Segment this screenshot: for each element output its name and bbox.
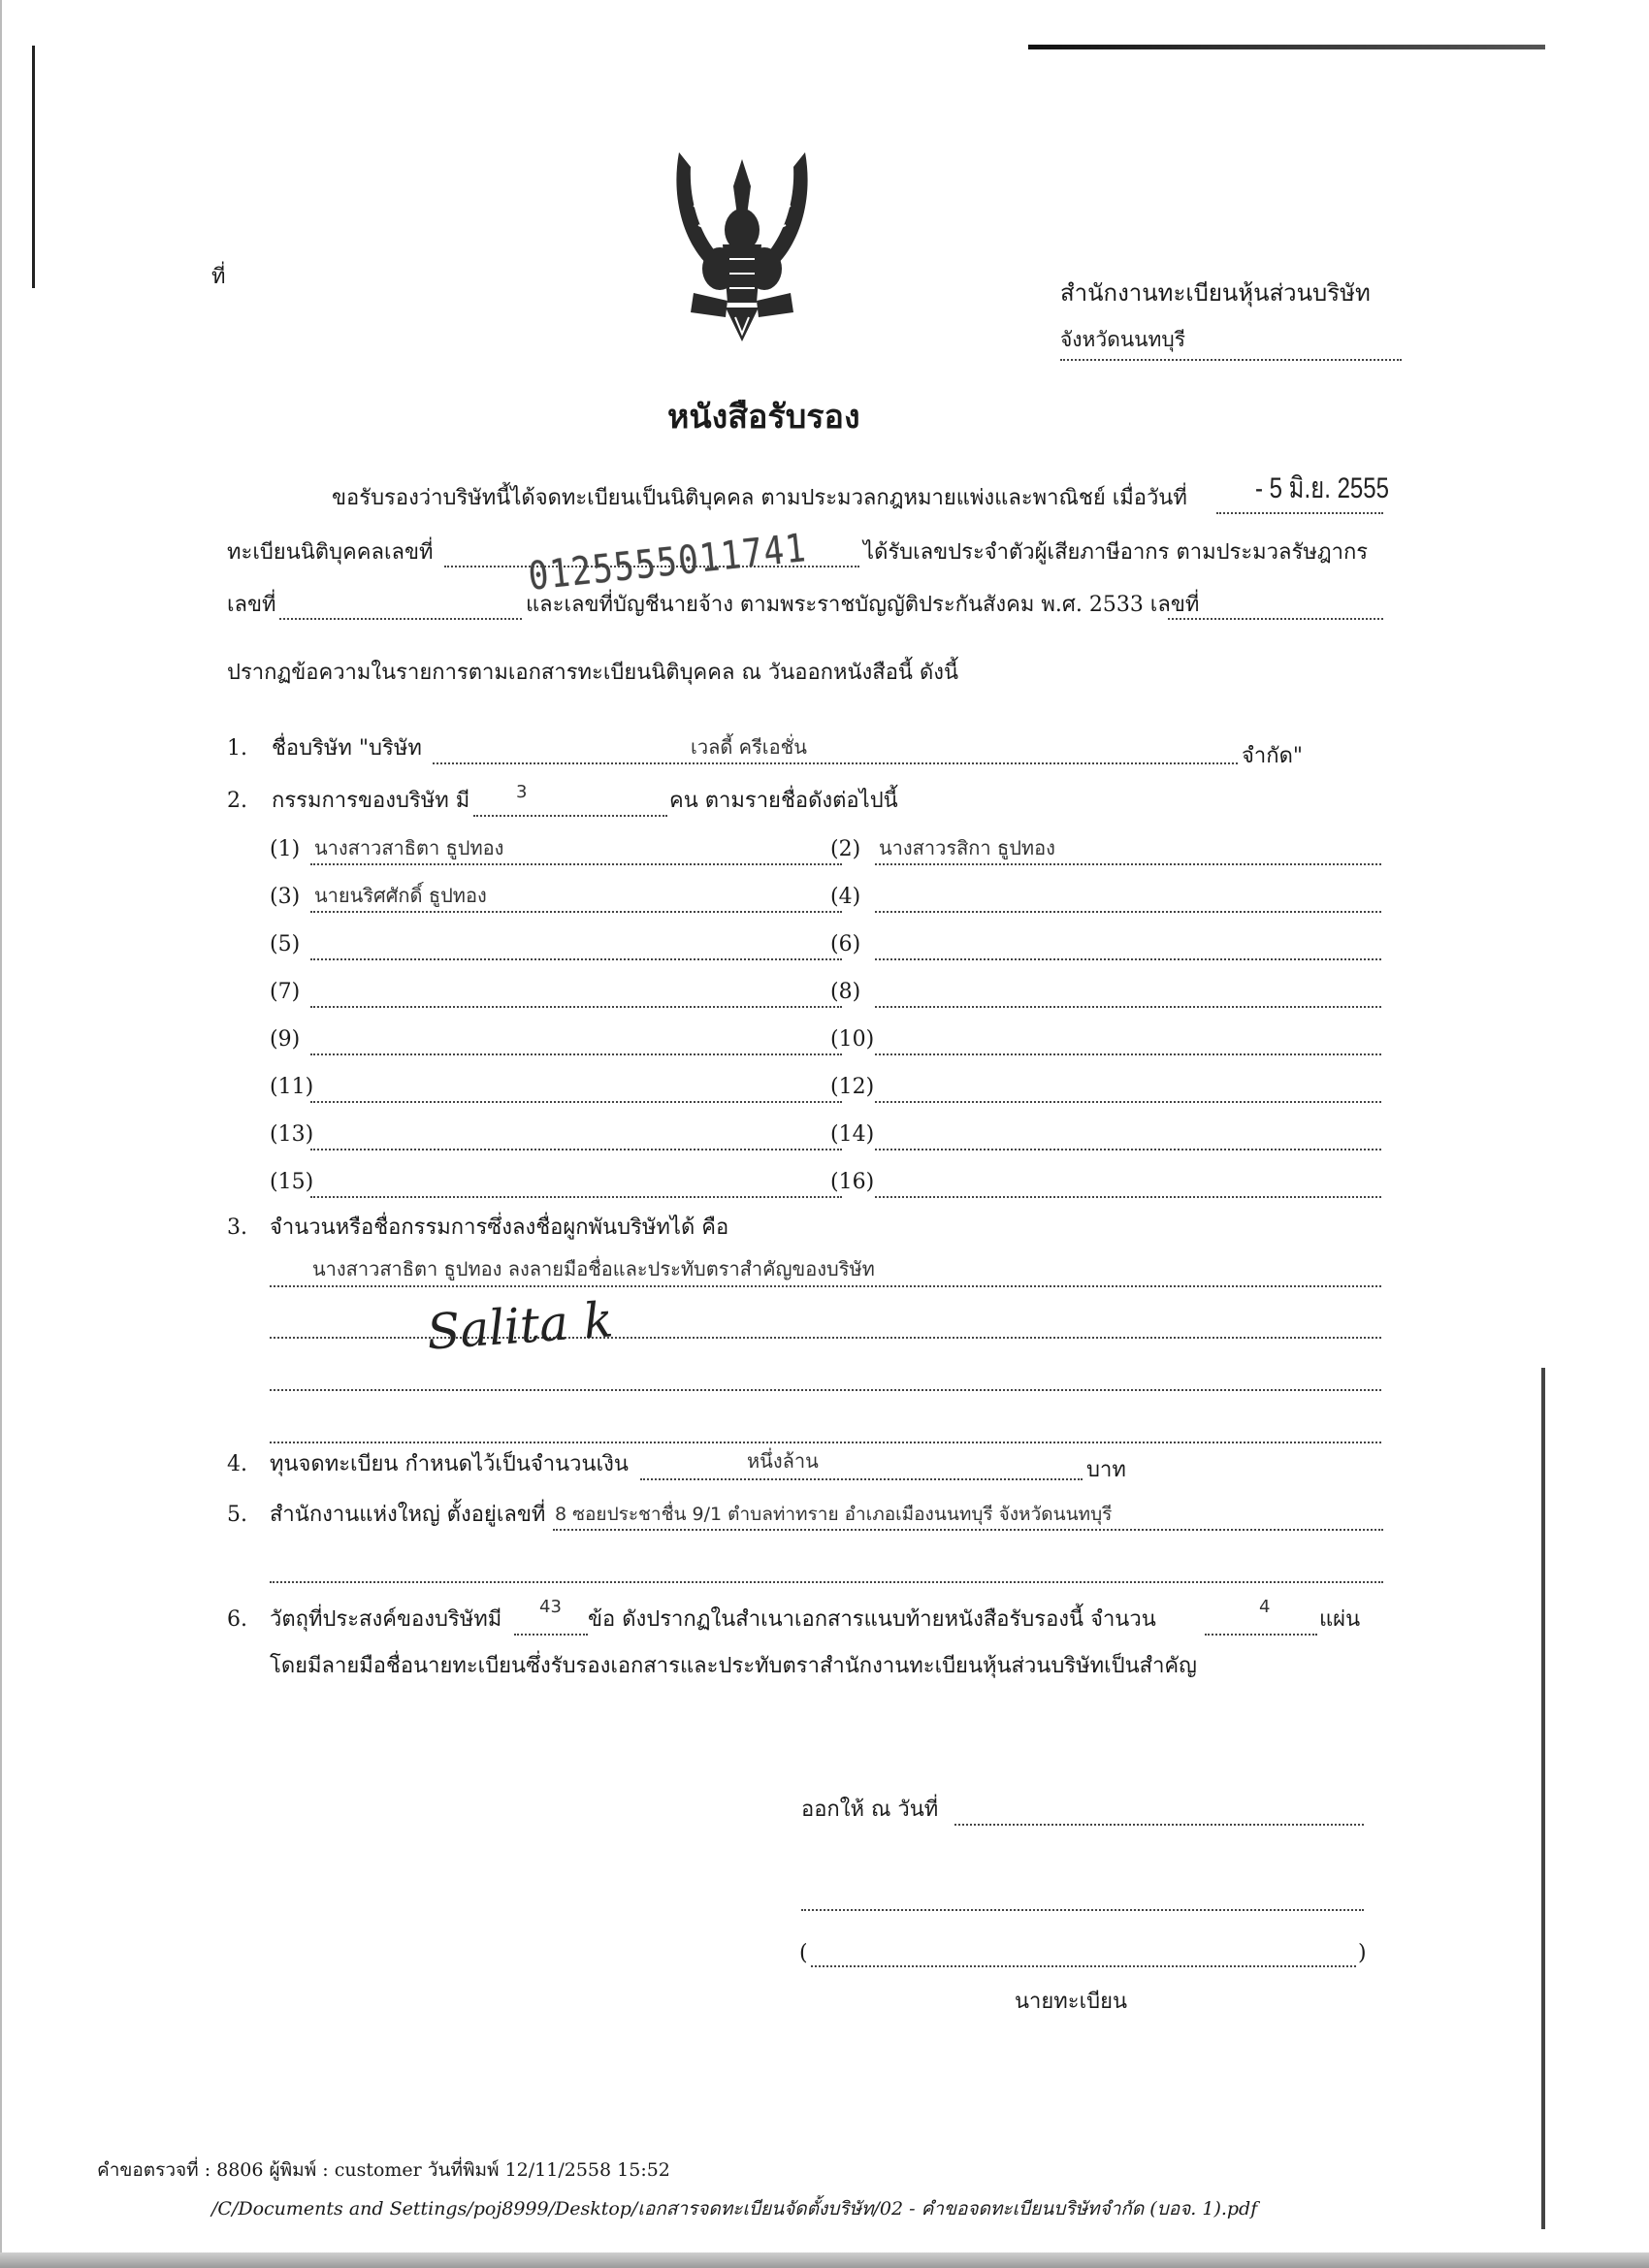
scan-top-line xyxy=(1028,45,1545,49)
director-number: (6) xyxy=(830,932,861,956)
ref-label: ที่ xyxy=(211,265,226,289)
registrar-title: นายทะเบียน xyxy=(1015,1990,1128,2014)
scan-bottom-edge xyxy=(0,2252,1649,2268)
director-signature: Salita k xyxy=(425,1291,615,1361)
footer-print-info: คำขอตรวจที่ : 8806 ผู้พิมพ์ : customer วันที่พิมพ์ 12/11/2558 15:52 xyxy=(97,2159,670,2181)
director-dotted-line xyxy=(310,1149,842,1150)
director-dotted-line xyxy=(875,863,1381,865)
ssn-dotted-line xyxy=(1168,618,1383,620)
item1-dotted-line xyxy=(433,762,1238,764)
director-dotted-line xyxy=(310,863,842,865)
director-number: (1) xyxy=(270,837,301,861)
item6-number: 6. xyxy=(227,1607,247,1632)
director-dotted-line xyxy=(875,958,1381,960)
registration-number-stamp: 0125555011741 xyxy=(526,525,810,599)
scan-right-line xyxy=(1541,1368,1545,2229)
objectives-count: 43 xyxy=(539,1597,562,1617)
paren-close: ) xyxy=(1358,1941,1367,1965)
director-dotted-line xyxy=(875,1053,1381,1055)
registered-date-stamp: - 5 มิ.ย. 2555 xyxy=(1255,472,1389,504)
office-province: จังหวัดนนทบุรี xyxy=(1060,328,1185,351)
item2-number: 2. xyxy=(227,789,247,813)
item3-dotted-line-4 xyxy=(270,1442,1381,1443)
item1-label: ชื่อบริษัท "บริษัท xyxy=(272,736,422,761)
office-name: สำนักงานทะเบียนหุ้นส่วนบริษัท xyxy=(1060,279,1371,307)
item6-line2: โดยมีลายมือชื่อนายทะเบียนซึ่งรับรองเอกสารและประทับตราสำนักงานทะเบียนหุ้นส่วนบริษัทเป็นสำคัญ xyxy=(270,1654,1197,1678)
director-dotted-line xyxy=(310,958,842,960)
attachment-pages: 4 xyxy=(1259,1597,1271,1617)
director-dotted-line xyxy=(875,1006,1381,1008)
director-number: (2) xyxy=(830,837,861,861)
intro-line3-tail: และเลขที่บัญชีนายจ้าง ตามพระราชบัญญัติประกันสังคม พ.ศ. 2533 เลขที่ xyxy=(526,593,1200,617)
item4-suffix: บาท xyxy=(1086,1458,1126,1482)
appear-text: ปรากฏข้อความในรายการตามเอกสารทะเบียนนิติบุคคล ณ วันออกหนังสือนี้ ดังนี้ xyxy=(227,661,959,685)
item4-number: 4. xyxy=(227,1452,247,1476)
director-number: (13) xyxy=(270,1122,314,1147)
intro-line2-tail: ได้รับเลขประจำตัวผู้เสียภาษีอากร ตามประมวลรัษฎากร xyxy=(863,540,1369,565)
director-number: (15) xyxy=(270,1170,314,1194)
director-dotted-line xyxy=(875,1196,1381,1198)
registered-capital: หนึ่งล้าน xyxy=(747,1449,819,1473)
director-number: (9) xyxy=(270,1027,301,1052)
director-name: นายนริศศักดิ์ ธูปทอง xyxy=(314,884,487,907)
director-name: นางสาวรสิกา ธูปทอง xyxy=(879,836,1055,859)
director-number: (14) xyxy=(830,1122,875,1147)
item1-number: 1. xyxy=(227,736,247,761)
item5-dotted-line-2 xyxy=(270,1581,1383,1583)
director-dotted-line xyxy=(310,1196,842,1198)
director-number: (5) xyxy=(270,932,301,956)
item2-dotted-line xyxy=(473,815,667,817)
province-dotted-line xyxy=(1060,359,1402,361)
scan-edge-line xyxy=(0,0,2,2268)
director-dotted-line xyxy=(875,1101,1381,1103)
director-dotted-line xyxy=(875,1149,1381,1150)
director-number: (11) xyxy=(270,1075,314,1099)
item5-dotted-line-1 xyxy=(553,1529,1383,1531)
item3-number: 3. xyxy=(227,1215,247,1240)
director-dotted-line xyxy=(875,911,1381,913)
intro-line3-label: เลขที่ xyxy=(227,593,276,617)
intro-line2-label: ทะเบียนนิติบุคคลเลขที่ xyxy=(227,540,434,565)
item5-number: 5. xyxy=(227,1503,247,1527)
company-name: เวลดี้ ครีเอชั่น xyxy=(691,735,807,759)
intro-line1: ขอรับรองว่าบริษัทนี้ได้จดทะเบียนเป็นนิติบุคคล ตามประมวลกฎหมายแพ่งและพาณิชย์ เมื่อวันที่ xyxy=(332,486,1187,510)
date-dotted-line xyxy=(1216,512,1383,514)
item6-dotted-line-1 xyxy=(514,1634,588,1636)
item4-dotted-line xyxy=(640,1478,1083,1480)
item5-label: สำนักงานแห่งใหญ่ ตั้งอยู่เลขที่ xyxy=(270,1503,546,1527)
scan-left-line xyxy=(32,46,35,288)
director-number: (8) xyxy=(830,980,861,1004)
item6-suffix: แผ่น xyxy=(1319,1607,1361,1632)
director-dotted-line xyxy=(310,1101,842,1103)
director-dotted-line xyxy=(310,1053,842,1055)
director-dotted-line xyxy=(310,1006,842,1008)
issued-date-dotted-line xyxy=(954,1824,1364,1826)
item6-dotted-line-2 xyxy=(1205,1634,1317,1636)
taxid-dotted-line xyxy=(279,618,522,620)
director-number: (10) xyxy=(830,1027,875,1052)
issued-date-label: ออกให้ ณ วันที่ xyxy=(801,1798,939,1822)
director-dotted-line xyxy=(310,911,842,913)
item1-suffix: จำกัด" xyxy=(1242,744,1303,768)
item3-dotted-line-1 xyxy=(270,1285,1381,1287)
item2-label: กรรมการของบริษัท มี xyxy=(272,789,470,813)
director-name: นางสาวสาธิตา ธูปทอง xyxy=(314,836,504,859)
garuda-emblem-icon xyxy=(669,147,815,346)
director-number: (4) xyxy=(830,885,861,909)
item6-label: วัตถุที่ประสงค์ของบริษัทมี xyxy=(270,1607,502,1632)
registrar-signature-line xyxy=(801,1909,1364,1911)
director-number: (7) xyxy=(270,980,301,1004)
item3-label: จำนวนหรือชื่อกรรมการซึ่งลงชื่อผูกพันบริษัทได้ คือ xyxy=(270,1215,729,1240)
paren-open: ( xyxy=(799,1941,808,1965)
director-number: (12) xyxy=(830,1075,875,1099)
registrar-name-line xyxy=(811,1965,1356,1967)
signatory-text: นางสาวสาธิตา ธูปทอง ลงลายมือชื่อและประทับตราสำคัญของบริษัท xyxy=(312,1257,875,1280)
item6-mid: ข้อ ดังปรากฏในสำเนาเอกสารแนบท้ายหนังสือรับรองนี้ จำนวน xyxy=(588,1607,1156,1632)
item2-suffix: คน ตามรายชื่อดังต่อไปนี้ xyxy=(669,789,898,813)
director-number: (16) xyxy=(830,1170,875,1194)
item3-dotted-line-3 xyxy=(270,1389,1381,1391)
footer-file-path: /C/Documents and Settings/poj8999/Desktop/เอกสารจดทะเบียนจัดตั้งบริษัท/02 - คำขอจดทะเบียนบริษัทจำกัด (บอจ. 1).pdf xyxy=(211,2198,1258,2219)
head-office-address: 8 ซอยประชาชื่น 9/1 ตำบลท่าทราย อำเภอเมืองนนทบุรี จังหวัดนนทบุรี xyxy=(555,1504,1113,1525)
director-number: (3) xyxy=(270,885,301,909)
page-title: หนังสือรับรอง xyxy=(667,398,860,437)
item4-label: ทุนจดทะเบียน กำหนดไว้เป็นจำนวนเงิน xyxy=(270,1452,629,1476)
director-count: 3 xyxy=(516,782,528,802)
